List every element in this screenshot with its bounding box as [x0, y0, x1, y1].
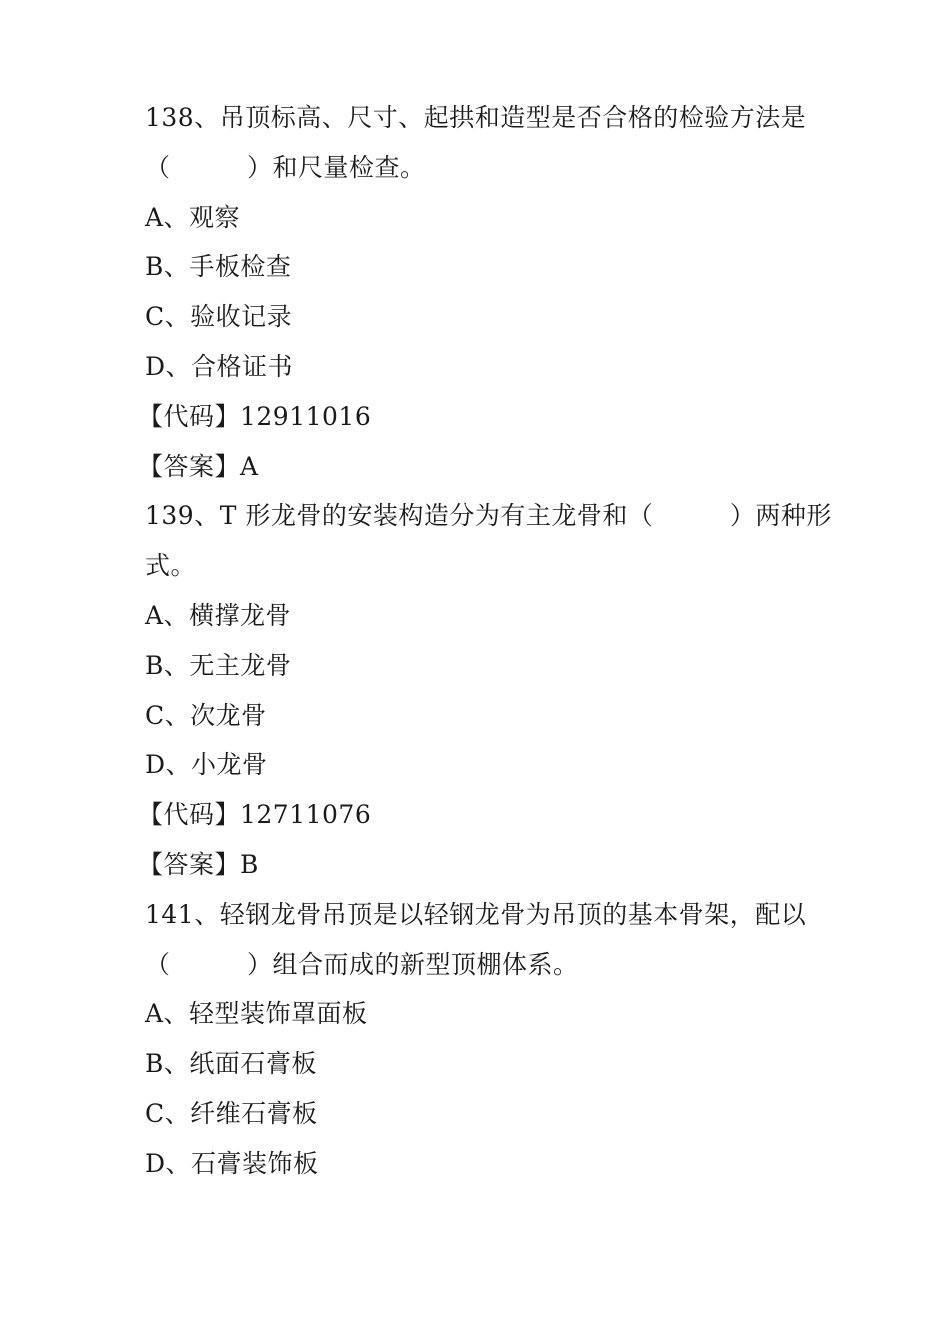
option-a: A、轻型装饰罩面板	[145, 999, 368, 1029]
question-stem-line: （ ）组合而成的新型顶棚体系。	[145, 949, 579, 979]
option-d: D、石膏装饰板	[145, 1148, 319, 1178]
option-a: A、观察	[145, 202, 241, 232]
question-code: 【代码】12911016	[138, 401, 372, 431]
option-b: B、无主龙骨	[145, 650, 292, 680]
question-stem-line: （ ）和尺量检查。	[145, 152, 426, 182]
option-c: C、纤维石膏板	[145, 1098, 318, 1128]
question-code: 【代码】12711076	[138, 800, 372, 830]
option-c: C、验收记录	[145, 302, 293, 332]
question-139	[138, 491, 832, 889]
option-d: D、小龙骨	[145, 750, 268, 780]
question-141	[145, 890, 825, 1189]
option-a: A、横撑龙骨	[145, 600, 292, 630]
question-answer: 【答案】A	[138, 451, 259, 481]
option-b: B、纸面石膏板	[145, 1049, 317, 1079]
question-stem-line: 138、吊顶标高、尺寸、起拱和造型是否合格的检验方法是	[145, 103, 807, 132]
question-stem-line: 式。	[145, 551, 197, 581]
question-stem-line: 141、轻钢龙骨吊顶是以轻钢龙骨为吊顶的基本骨架，配以	[145, 899, 807, 929]
option-d: D、合格证书	[145, 351, 294, 381]
question-list	[138, 93, 832, 1189]
option-b: B、手板检查	[145, 252, 292, 282]
question-138	[138, 93, 825, 491]
option-c: C、次龙骨	[145, 700, 267, 730]
question-answer: 【答案】B	[138, 849, 259, 879]
question-stem-line: 139、T 形龙骨的安装构造分为有主龙骨和（ ）两种形	[145, 501, 832, 531]
